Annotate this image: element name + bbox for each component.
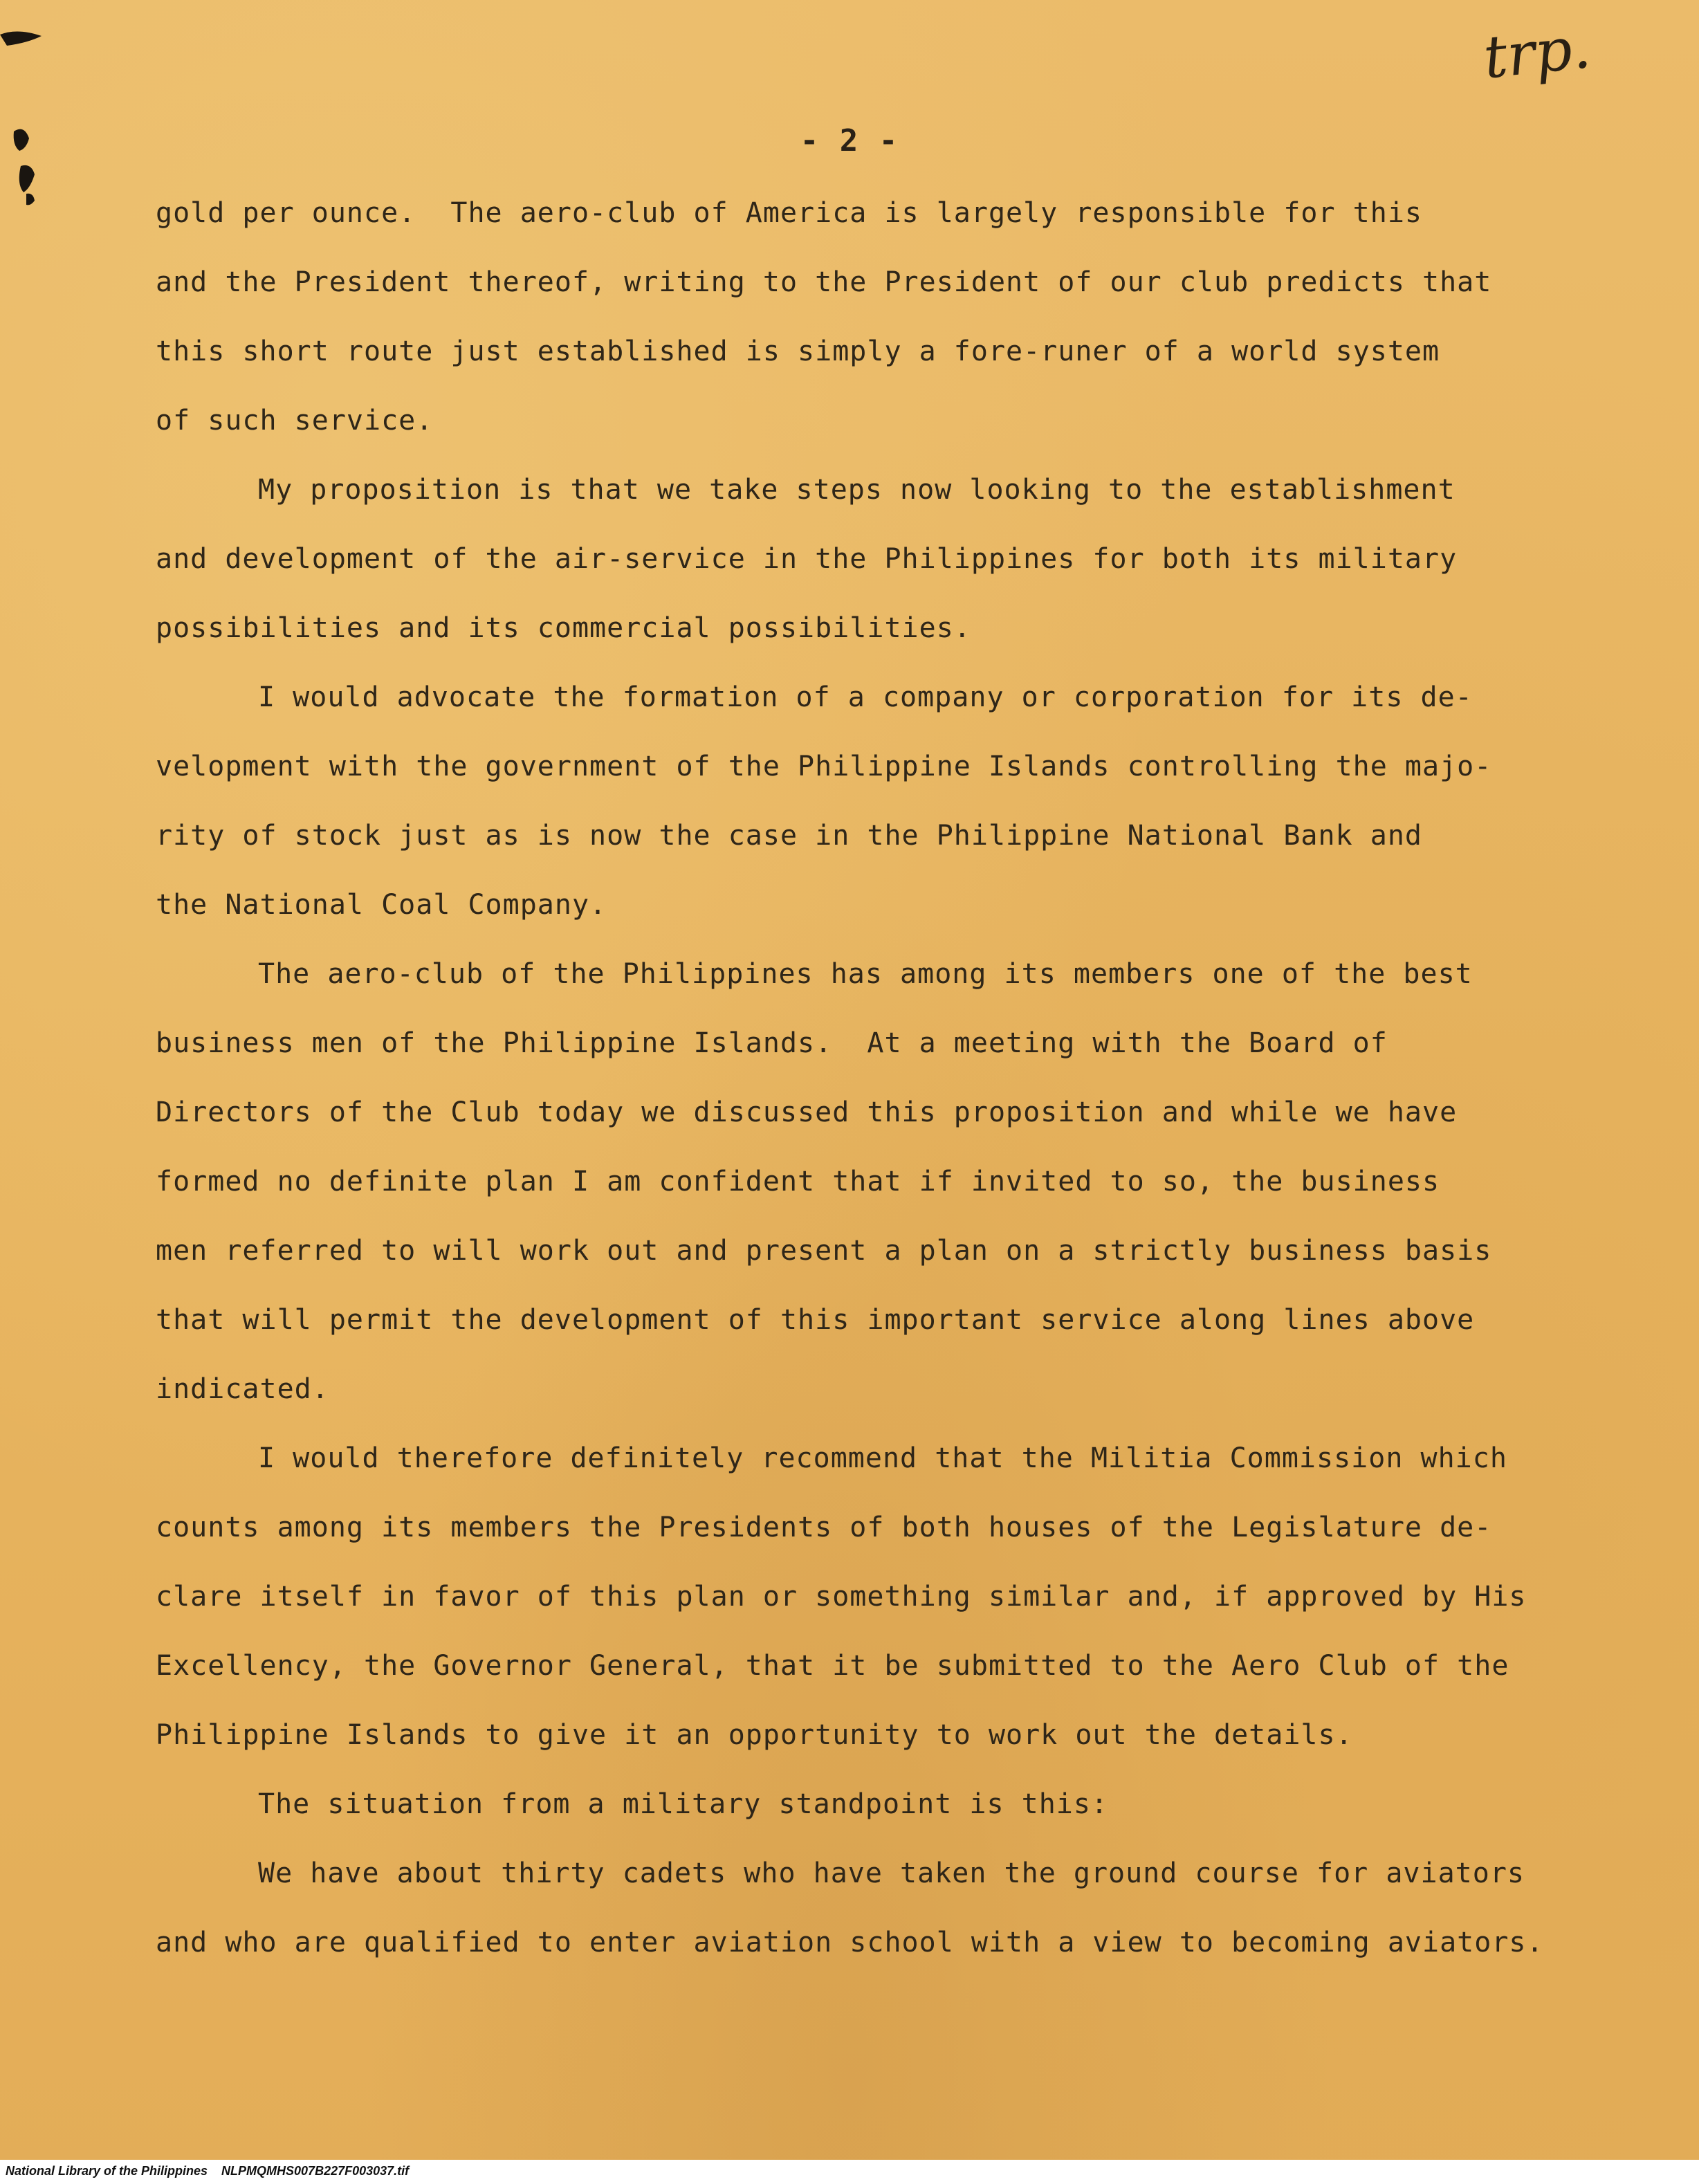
text-line: formed no definite plan I am confident that if invited to so, the business <box>156 1166 1440 1197</box>
text-line: velopment with the government of the Philippine Islands controlling the majo- <box>156 751 1492 782</box>
text-line: possibilities and its commercial possibilities. <box>156 612 971 644</box>
text-line: business men of the Philippine Islands. At a meeting with the Board of <box>156 1027 1388 1059</box>
text-line: and who are qualified to enter aviation school with a view to becoming aviators. <box>156 1927 1544 1958</box>
text-line: Philippine Islands to give it an opportunity to work out the details. <box>156 1719 1353 1751</box>
text-line: We have about thirty cadets who have taken the ground course for aviators <box>258 1857 1525 1889</box>
archive-footer <box>0 2160 1699 2184</box>
text-line: I would therefore definitely recommend that the Militia Commission which <box>258 1442 1507 1474</box>
text-line: I would advocate the formation of a company or corporation for its de- <box>258 681 1473 713</box>
page-number: - 2 - <box>800 123 899 158</box>
text-line: counts among its members the Presidents of both houses of the Legislature de- <box>156 1512 1492 1543</box>
text-line: My proposition is that we take steps now looking to the establishment <box>258 474 1455 506</box>
text-line: The situation from a military standpoint is this: <box>258 1788 1109 1820</box>
text-line: The aero-club of the Philippines has among its members one of the best <box>258 958 1473 990</box>
footer-caption: National Library of the Philippines NLPMQMHS007B227F003037.tif <box>6 2164 410 2178</box>
torn-edge-marks <box>0 28 48 208</box>
body-text <box>156 192 1574 1991</box>
text-line: this short route just established is simply a fore-runer of a world system <box>156 336 1440 367</box>
text-line: men referred to will work out and present a plan on a strictly business basis <box>156 1235 1492 1267</box>
text-line: Excellency, the Governor General, that it be submitted to the Aero Club of the <box>156 1650 1509 1682</box>
text-line: Directors of the Club today we discussed this proposition and while we have <box>156 1096 1458 1128</box>
handwritten-annotation: trp. <box>1480 12 1594 92</box>
text-line: and the President thereof, writing to the President of our club predicts that <box>156 266 1492 298</box>
text-line: indicated. <box>156 1373 329 1405</box>
text-line: of such service. <box>156 405 434 437</box>
text-line: gold per ounce. The aero-club of America is largely responsible for this <box>156 197 1422 229</box>
text-line: the National Coal Company. <box>156 889 607 921</box>
text-line: rity of stock just as is now the case in the Philippine National Bank and <box>156 820 1422 852</box>
text-line: and development of the air-service in the Philippines for both its military <box>156 543 1458 575</box>
text-line: clare itself in favor of this plan or something similar and, if approved by His <box>156 1581 1527 1613</box>
text-line: that will permit the development of this important service along lines above <box>156 1304 1475 1336</box>
